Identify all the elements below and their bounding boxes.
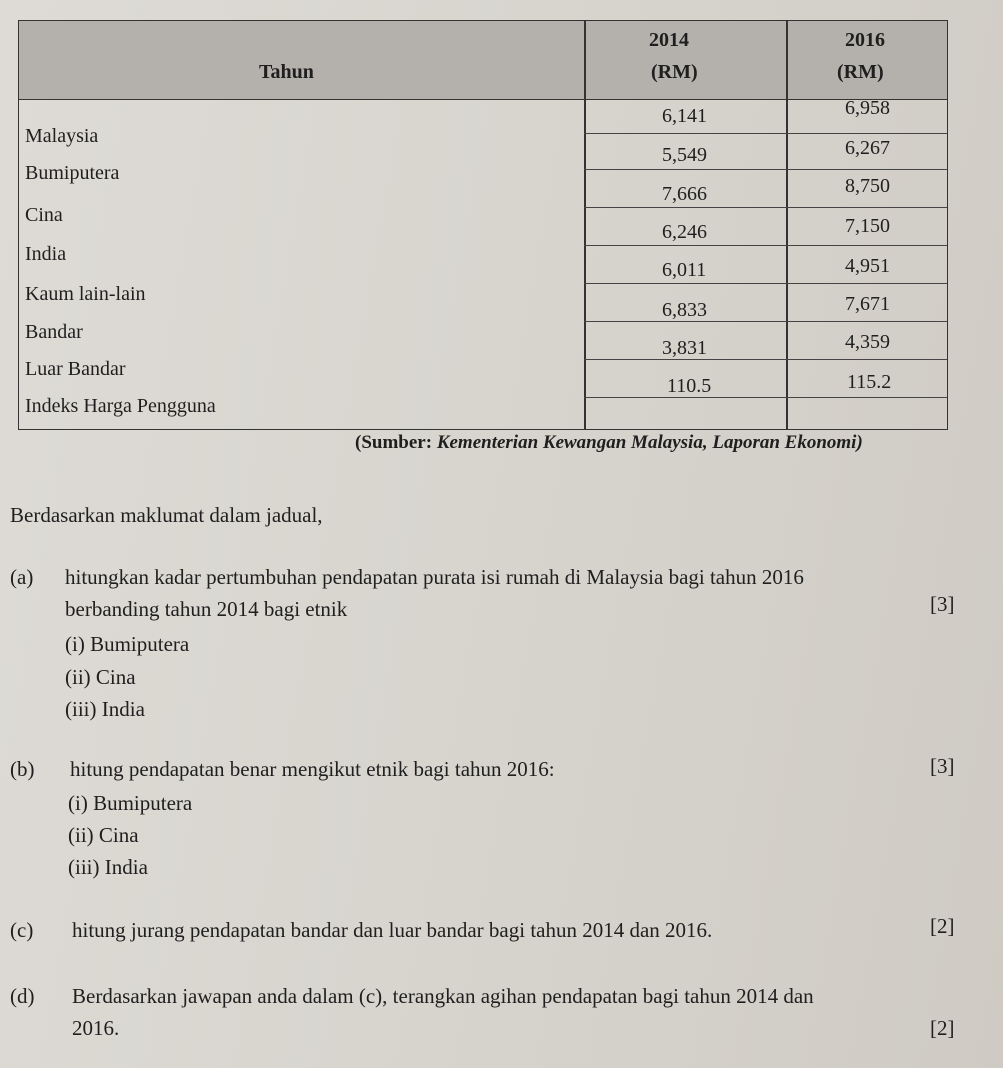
question-marker: (c): [10, 918, 34, 942]
table-source: [355, 432, 863, 454]
question-b-marks: [3]: [930, 754, 955, 778]
table-header-row: [19, 21, 947, 100]
table-rule: [584, 169, 947, 170]
cell-2016: 7,150: [845, 215, 890, 237]
header-2016-unit: (RM): [837, 61, 884, 83]
list-item: (iii) India: [68, 855, 148, 879]
list-item: (i) Bumiputera: [65, 632, 190, 656]
cell-2016: 115.2: [847, 371, 892, 393]
header-2014: 2014: [649, 29, 689, 51]
row-label: Bumiputera: [25, 162, 120, 184]
table-divider: [584, 21, 586, 429]
table-rule: [584, 283, 947, 284]
header-2016: 2016: [845, 29, 885, 51]
table-divider: [786, 21, 788, 429]
cell-2016: 8,750: [845, 175, 890, 197]
header-tahun: Tahun: [259, 61, 314, 83]
question-c-text: hitung jurang pendapatan bandar dan luar bandar bagi tahun 2014 dan 2016.: [72, 918, 713, 942]
question-d-text: Berdasarkan jawapan anda dalam (c), terangkan agihan pendapatan bagi tahun 2014 dan: [72, 984, 814, 1008]
source-prefix: (Sumber:: [355, 432, 437, 453]
row-label: Kaum lain-lain: [25, 283, 146, 305]
question-marker: (b): [10, 757, 35, 781]
question-a-marks: [3]: [930, 592, 955, 616]
question-marker: (d): [10, 984, 35, 1008]
cell-2014: 110.5: [667, 375, 712, 397]
table-rule: [584, 133, 947, 134]
header-2014-unit: (RM): [651, 61, 698, 83]
cell-2014: 6,246: [662, 221, 707, 243]
intro-text: Berdasarkan maklumat dalam jadual,: [10, 503, 323, 527]
row-label: Bandar: [25, 321, 83, 343]
question-c-marks: [2]: [930, 914, 955, 938]
table-rule: [584, 397, 947, 398]
question-a-text-2: berbanding tahun 2014 bagi etnik: [65, 597, 348, 621]
cell-2014: 6,833: [662, 299, 707, 321]
table-rule: [584, 321, 947, 322]
row-label: Luar Bandar: [25, 358, 126, 380]
income-table: [18, 20, 948, 430]
cell-2014: 7,666: [662, 183, 707, 205]
source-text: Kementerian Kewangan Malaysia, Laporan Ekonomi): [436, 432, 863, 453]
question-b-text: hitung pendapatan benar mengikut etnik bagi tahun 2016:: [70, 757, 555, 781]
table-rule: [584, 245, 947, 246]
question-a-text: hitungkan kadar pertumbuhan pendapatan purata isi rumah di Malaysia bagi tahun 2016: [65, 565, 804, 589]
cell-2016: 7,671: [845, 293, 890, 315]
question-marker: (a): [10, 565, 34, 589]
cell-2016: 6,267: [845, 137, 890, 159]
question-d-marks: [2]: [930, 1016, 955, 1040]
table-rule: [584, 359, 947, 360]
row-label: Indeks Harga Pengguna: [25, 395, 216, 417]
cell-2014: 5,549: [662, 144, 707, 166]
list-item: (iii) India: [65, 697, 145, 721]
list-item: (ii) Cina: [68, 823, 139, 847]
list-item: (ii) Cina: [65, 665, 136, 689]
question-d-text-2: 2016.: [72, 1016, 120, 1040]
row-label: Cina: [25, 204, 63, 226]
cell-2014: 3,831: [662, 337, 707, 359]
list-item: (i) Bumiputera: [68, 791, 193, 815]
cell-2016: 4,951: [845, 255, 890, 277]
cell-2016: 6,958: [845, 97, 890, 119]
table-rule: [584, 207, 947, 208]
cell-2016: 4,359: [845, 331, 890, 353]
row-label: India: [25, 243, 67, 265]
cell-2014: 6,011: [662, 259, 707, 281]
cell-2014: 6,141: [662, 105, 707, 127]
row-label: Malaysia: [25, 125, 99, 147]
